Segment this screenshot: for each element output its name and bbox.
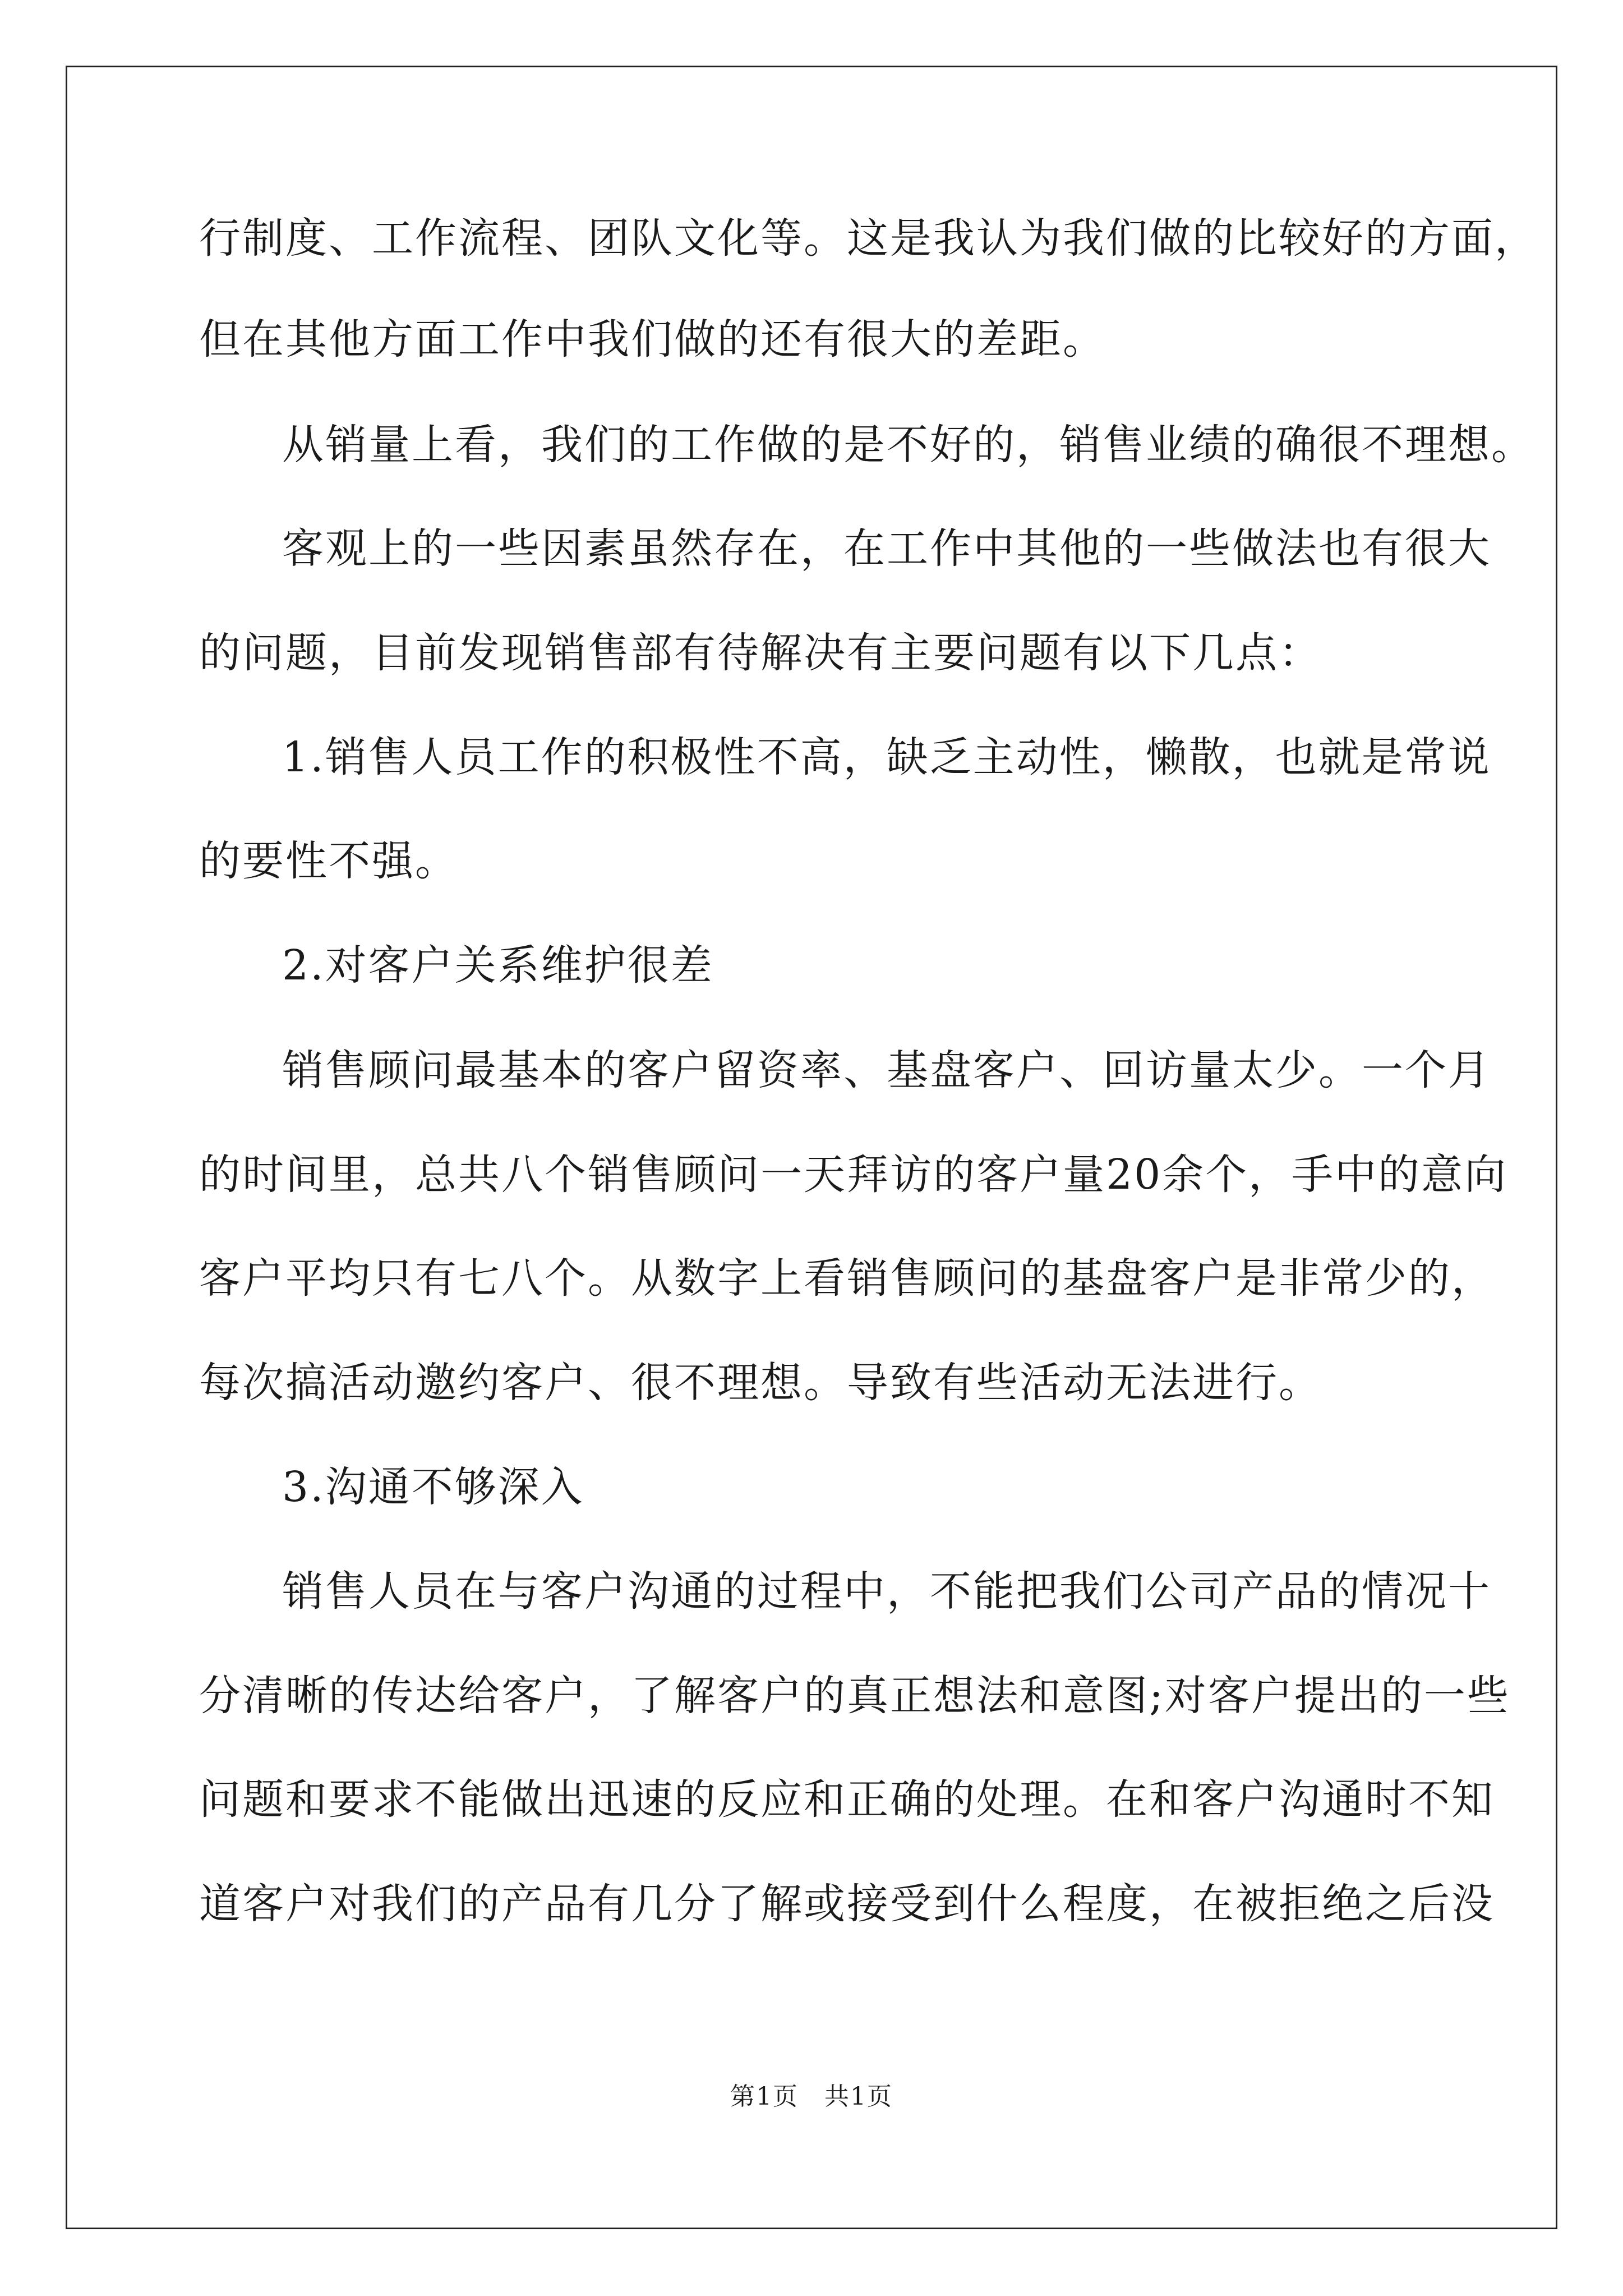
text-line: 客观上的一些因素虽然存在，在工作中其他的一些做法也有很大 bbox=[282, 524, 1491, 573]
text-line: 销售人员在与客户沟通的过程中，不能把我们公司产品的情况十 bbox=[282, 1567, 1491, 1616]
text-line: 销售顾问最基本的客户留资率、基盘客户、回访量太少。一个月 bbox=[282, 1046, 1491, 1094]
text-line: 的问题，目前发现销售部有待解决有主要问题有以下几点： bbox=[199, 629, 1322, 677]
text-line: 的时间里，总共八个销售顾问一天拜访的客户量20余个，手中的意向 bbox=[199, 1151, 1508, 1199]
page-footer: 第1页 共1页 bbox=[730, 2082, 893, 2111]
text-line: 行制度、工作流程、团队文化等。这是我认为我们做的比较好的方面， bbox=[199, 214, 1538, 263]
text-line: 问题和要求不能做出迅速的反应和正确的处理。在和客户沟通时不知 bbox=[199, 1775, 1495, 1824]
text-line: 3.沟通不够深入 bbox=[282, 1463, 584, 1511]
text-line: 但在其他方面工作中我们做的还有很大的差距。 bbox=[199, 315, 1106, 364]
text-line: 分清晰的传达给客户，了解客户的真正想法和意图;对客户提出的一些 bbox=[199, 1672, 1510, 1720]
text-line: 从销量上看，我们的工作做的是不好的，销售业绩的确很不理想。 bbox=[282, 421, 1534, 469]
text-line: 1.销售人员工作的积极性不高，缺乏主动性，懒散，也就是常说 bbox=[282, 733, 1491, 781]
text-line: 的要性不强。 bbox=[199, 837, 458, 885]
text-line: 2.对客户关系维护很差 bbox=[282, 941, 714, 990]
text-line: 每次搞活动邀约客户、很不理想。导致有些活动无法进行。 bbox=[199, 1359, 1322, 1407]
text-line: 客户平均只有七八个。从数字上看销售顾问的基盘客户是非常少的， bbox=[199, 1254, 1495, 1303]
text-line: 道客户对我们的产品有几分了解或接受到什么程度，在被拒绝之后没 bbox=[199, 1880, 1495, 1928]
